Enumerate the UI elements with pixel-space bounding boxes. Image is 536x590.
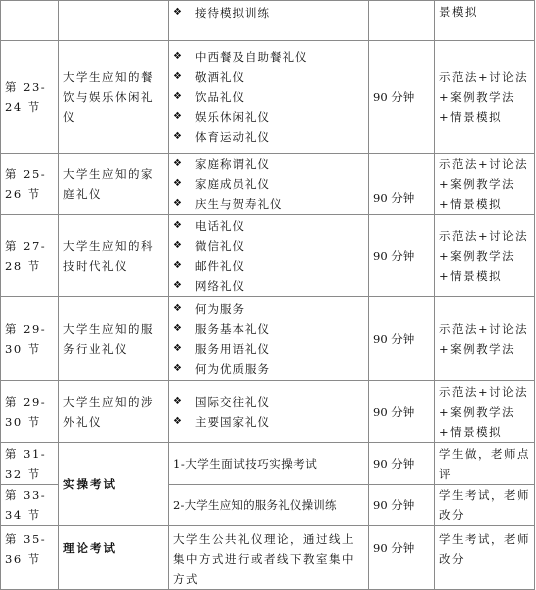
session-cell: 第 29-30 节 [1, 381, 59, 443]
bullet-icon: ❖ [173, 178, 183, 189]
method-cell: 学生考试，老师改分 [435, 526, 535, 590]
session-cell: 第 29-30 节 [1, 297, 59, 381]
table-row [1, 215, 535, 297]
time-cell: 90 分钟 [369, 215, 435, 297]
bullet-icon: ❖ [173, 158, 183, 169]
list-item: ❖ 中西餐及自助餐礼仪 [173, 47, 364, 67]
time-cell: 90 分钟 [369, 154, 435, 215]
bullet-icon: ❖ [173, 362, 183, 374]
topic-cell [59, 1, 169, 41]
session-cell: 第 27-28 节 [1, 215, 59, 297]
items-cell [169, 154, 369, 215]
bullet-icon: ❖ [173, 198, 183, 209]
topic-cell: 大学生应知的涉外礼仪 [59, 381, 169, 443]
method-cell: 示范法+讨论法+案例教学法+情景模拟 [435, 41, 535, 154]
list-item: ❖ 国际交往礼仪 [173, 392, 364, 412]
table-row [1, 526, 535, 590]
method-cell: 示范法+讨论法+案例教学法+情景模拟 [435, 154, 535, 215]
items-cell [169, 41, 369, 154]
session-cell: 第 33-34 节 [1, 485, 59, 526]
time-cell: 90 分钟 [369, 443, 435, 485]
list-item: ❖ 何为优质服务 [173, 359, 364, 379]
bullet-icon: ❖ [173, 111, 183, 122]
bullet-icon: ❖ [173, 395, 183, 407]
table-row [1, 297, 535, 381]
table-row [1, 443, 535, 485]
list-item: ❖ 家庭成员礼仪 [173, 174, 364, 194]
bullet-icon: ❖ [173, 7, 183, 18]
content-cell: 大学生公共礼仪理论，通过线上集中方式进行或者线下教室集中方式 [169, 526, 369, 590]
method-cell: 景模拟 [435, 1, 535, 41]
theory-exam-label: 理论考试 [59, 526, 169, 590]
list-item: ❖ 微信礼仪 [173, 236, 364, 256]
bullet-icon: ❖ [173, 51, 183, 62]
topic-cell: 大学生应知的餐饮与娱乐休闲礼仪 [59, 41, 169, 154]
bullet-icon: ❖ [173, 279, 183, 291]
list-item: ❖ 敬酒礼仪 [173, 67, 364, 87]
bullet-icon: ❖ [173, 131, 183, 142]
time-cell: 90 分钟 [369, 297, 435, 381]
items-cell [169, 297, 369, 381]
list-item: ❖ 主要国家礼仪 [173, 412, 364, 432]
bullet-icon: ❖ [173, 342, 183, 354]
session-cell: 第 25-26 节 [1, 154, 59, 215]
list-item: ❖ 电话礼仪 [173, 216, 364, 236]
content-cell: 2-大学生应知的服务礼仪操训练 [169, 485, 369, 526]
list-item: ❖ 邮件礼仪 [173, 256, 364, 276]
method-cell: 学生做，老师点评 [435, 443, 535, 485]
bullet-icon: ❖ [173, 322, 183, 334]
session-cell: 第 35-36 节 [1, 526, 59, 590]
bullet-icon: ❖ [173, 239, 183, 251]
list-item: ❖ 娱乐休闲礼仪 [173, 107, 364, 127]
session-cell: 第 23-24 节 [1, 41, 59, 154]
bullet-icon: ❖ [173, 91, 183, 102]
content-cell: 1-大学生面试技巧实操考试 [169, 443, 369, 485]
time-cell [369, 1, 435, 41]
table-row [1, 1, 535, 41]
table-row [1, 381, 535, 443]
list-item: ❖ 饮品礼仪 [173, 87, 364, 107]
items-cell [169, 1, 369, 41]
bullet-icon: ❖ [173, 71, 183, 82]
method-cell: 示范法+讨论法+案例教学法+情景模拟 [435, 215, 535, 297]
practical-exam-label: 实操考试 [59, 443, 169, 526]
method-cell: 示范法+讨论法+案例教学法 [435, 297, 535, 381]
table-row [1, 154, 535, 215]
bullet-icon: ❖ [173, 302, 183, 314]
session-cell [1, 1, 59, 41]
items-cell [169, 215, 369, 297]
time-cell: 90 分钟 [369, 526, 435, 590]
method-cell: 学生考试，老师改分 [435, 485, 535, 526]
bullet-icon: ❖ [173, 415, 183, 427]
list-item: ❖ 庆生与贺寿礼仪 [173, 194, 364, 214]
list-item: ❖ 服务用语礼仪 [173, 339, 364, 359]
bullet-icon: ❖ [173, 259, 183, 271]
topic-cell: 大学生应知的科技时代礼仪 [59, 215, 169, 297]
list-item: ❖ 服务基本礼仪 [173, 319, 364, 339]
bullet-icon: ❖ [173, 219, 183, 231]
list-item: ❖ 接待模拟训练 [173, 3, 364, 23]
topic-cell: 大学生应知的家庭礼仪 [59, 154, 169, 215]
list-item: ❖ 何为服务 [173, 299, 364, 319]
items-cell [169, 381, 369, 443]
list-item: ❖ 家庭称谓礼仪 [173, 154, 364, 174]
session-cell: 第 31-32 节 [1, 443, 59, 485]
time-cell: 90 分钟 [369, 485, 435, 526]
method-cell: 示范法+讨论法+案例教学法+情景模拟 [435, 381, 535, 443]
time-cell: 90 分钟 [369, 381, 435, 443]
table-row [1, 41, 535, 154]
list-item: ❖ 网络礼仪 [173, 276, 364, 296]
topic-cell: 大学生应知的服务行业礼仪 [59, 297, 169, 381]
list-item: ❖ 体育运动礼仪 [173, 127, 364, 147]
time-cell: 90 分钟 [369, 41, 435, 154]
